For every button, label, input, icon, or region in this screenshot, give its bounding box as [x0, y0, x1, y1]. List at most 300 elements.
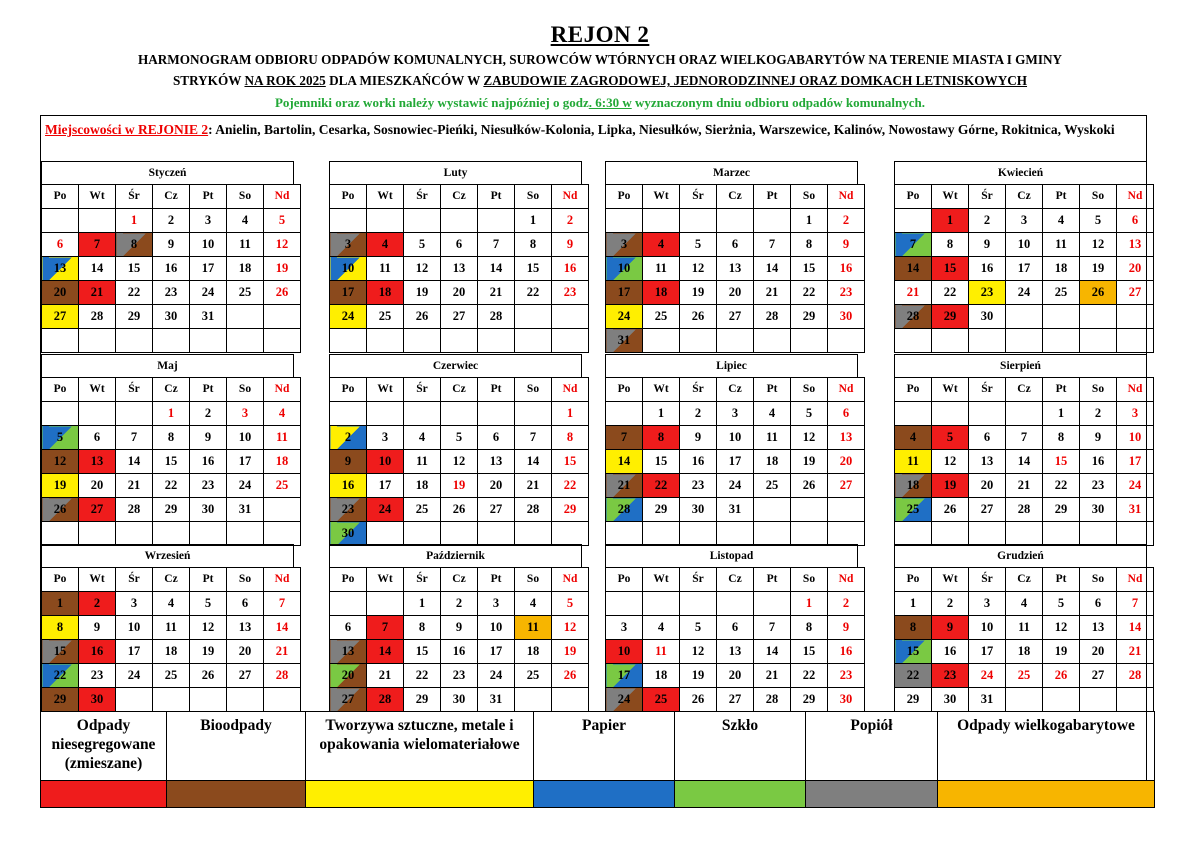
calendar-day: 21 — [367, 664, 404, 688]
weekday-header: Śr — [404, 185, 441, 209]
calendar-empty-cell — [1117, 329, 1154, 353]
calendar-day: 8 — [791, 616, 828, 640]
month-name: Lipiec — [605, 354, 858, 378]
calendar-day: 19 — [190, 640, 227, 664]
calendar-day: 31 — [227, 498, 264, 522]
calendar-day: 29 — [552, 498, 589, 522]
calendar-day: 20 — [1117, 257, 1154, 281]
calendar-day: 11 — [895, 450, 932, 474]
calendar-empty-cell — [828, 498, 865, 522]
calendar-day: 24 — [190, 281, 227, 305]
calendar-day: 7 — [515, 426, 552, 450]
weekday-header: So — [227, 378, 264, 402]
calendar-day: 9 — [552, 233, 589, 257]
calendar-day: 24 — [367, 498, 404, 522]
calendar-day: 7 — [754, 616, 791, 640]
calendar-day: 10 — [330, 257, 367, 281]
calendar-day: 18 — [153, 640, 190, 664]
calendar-day: 21 — [895, 281, 932, 305]
calendar-empty-cell — [828, 522, 865, 546]
calendar-day: 19 — [441, 474, 478, 498]
weekday-header: Wt — [643, 185, 680, 209]
calendar-day: 26 — [1080, 281, 1117, 305]
month-name: Sierpień — [894, 354, 1147, 378]
calendar-empty-cell — [190, 329, 227, 353]
weekday-header: Po — [606, 185, 643, 209]
calendar-day: 3 — [606, 233, 643, 257]
calendar-day: 23 — [79, 664, 116, 688]
calendar-day: 1 — [932, 209, 969, 233]
calendar-day: 13 — [79, 450, 116, 474]
calendar-day: 24 — [606, 688, 643, 712]
calendar-day: 20 — [717, 664, 754, 688]
weekday-header: Pt — [1043, 568, 1080, 592]
weekday-header: So — [1080, 378, 1117, 402]
calendar-empty-cell — [441, 329, 478, 353]
calendar-empty-cell — [1006, 329, 1043, 353]
calendar-day: 14 — [754, 257, 791, 281]
weekday-header: Wt — [79, 378, 116, 402]
calendar-day: 2 — [828, 592, 865, 616]
calendar-empty-cell — [643, 329, 680, 353]
calendar-day: 12 — [791, 426, 828, 450]
weekday-header: So — [791, 568, 828, 592]
calendar-day: 27 — [42, 305, 79, 329]
weekday-header: Śr — [404, 378, 441, 402]
calendar-day: 22 — [1043, 474, 1080, 498]
month-grid — [605, 377, 865, 546]
weekday-header: Nd — [264, 378, 301, 402]
weekday-header: Po — [606, 378, 643, 402]
calendar-day: 28 — [79, 305, 116, 329]
calendar-day: 10 — [190, 233, 227, 257]
calendar-day: 26 — [190, 664, 227, 688]
calendar-empty-cell — [1043, 522, 1080, 546]
weekday-header: Po — [895, 568, 932, 592]
calendar-empty-cell — [895, 329, 932, 353]
calendar-day: 1 — [42, 592, 79, 616]
calendar-day: 14 — [1117, 616, 1154, 640]
calendar-day: 1 — [895, 592, 932, 616]
calendar-day: 26 — [680, 688, 717, 712]
weekday-header: Po — [330, 185, 367, 209]
calendar-day: 7 — [1006, 426, 1043, 450]
weekday-header: Po — [42, 378, 79, 402]
calendar-day: 2 — [552, 209, 589, 233]
calendar-day: 10 — [606, 257, 643, 281]
calendar-day: 4 — [643, 616, 680, 640]
calendar-empty-cell — [42, 522, 79, 546]
weekday-header: Cz — [1006, 568, 1043, 592]
calendar-day: 8 — [515, 233, 552, 257]
weekday-header: Cz — [153, 568, 190, 592]
calendar-day: 20 — [1080, 640, 1117, 664]
weekday-header: Wt — [367, 378, 404, 402]
calendar-day: 24 — [717, 474, 754, 498]
calendar-day: 8 — [404, 616, 441, 640]
calendar-day: 30 — [828, 305, 865, 329]
calendar-empty-cell — [190, 522, 227, 546]
calendar-day: 22 — [791, 281, 828, 305]
calendar-day: 6 — [42, 233, 79, 257]
calendar-day: 1 — [116, 209, 153, 233]
calendar-day: 16 — [190, 450, 227, 474]
calendar-day: 15 — [404, 640, 441, 664]
legend-table — [40, 711, 1155, 808]
calendar-day: 14 — [116, 450, 153, 474]
calendar-day: 29 — [932, 305, 969, 329]
calendar-empty-cell — [969, 522, 1006, 546]
weekday-header: Śr — [680, 568, 717, 592]
calendar-day: 2 — [190, 402, 227, 426]
calendar-day: 17 — [1117, 450, 1154, 474]
calendar-day: 15 — [895, 640, 932, 664]
calendar-empty-cell — [606, 402, 643, 426]
legend-swatch — [534, 781, 675, 808]
calendar-day: 17 — [1006, 257, 1043, 281]
calendar-empty-cell — [754, 592, 791, 616]
calendar-day: 21 — [606, 474, 643, 498]
calendar-day: 28 — [478, 305, 515, 329]
weekday-header: So — [1080, 185, 1117, 209]
calendar-day: 5 — [680, 233, 717, 257]
weekday-header: Wt — [643, 568, 680, 592]
calendar-empty-cell — [116, 402, 153, 426]
calendar-day: 19 — [264, 257, 301, 281]
calendar-day: 31 — [190, 305, 227, 329]
calendar-empty-cell — [754, 522, 791, 546]
calendar-day: 5 — [932, 426, 969, 450]
calendar-day: 9 — [932, 616, 969, 640]
calendar-day: 16 — [1080, 450, 1117, 474]
calendar-day: 29 — [643, 498, 680, 522]
calendar-empty-cell — [643, 522, 680, 546]
subtitle-line-1: HARMONOGRAM ODBIORU ODPADÓW KOMUNALNYCH, SUROWCÓW WTÓRNYCH ORAZ WIELKOGABARYTÓW NA TERENIE MIASTA I GMINY — [137, 52, 1063, 67]
calendar-day: 26 — [1043, 664, 1080, 688]
calendar-day: 5 — [42, 426, 79, 450]
calendar-day: 1 — [404, 592, 441, 616]
calendar-day: 27 — [717, 305, 754, 329]
calendar-day: 21 — [1117, 640, 1154, 664]
calendar-day: 20 — [828, 450, 865, 474]
calendar-empty-cell — [367, 592, 404, 616]
calendar-empty-cell — [79, 209, 116, 233]
calendar-empty-cell — [680, 592, 717, 616]
calendar-day: 15 — [791, 640, 828, 664]
calendar-empty-cell — [330, 592, 367, 616]
calendar-day: 17 — [190, 257, 227, 281]
calendar-day: 17 — [478, 640, 515, 664]
weekday-header: Pt — [478, 185, 515, 209]
weekday-header: Pt — [754, 378, 791, 402]
calendar-day: 1 — [791, 209, 828, 233]
calendar-empty-cell — [116, 329, 153, 353]
calendar-day: 15 — [515, 257, 552, 281]
calendar-day: 6 — [969, 426, 1006, 450]
calendar-day: 14 — [478, 257, 515, 281]
calendar-empty-cell — [367, 402, 404, 426]
calendar-empty-cell — [754, 498, 791, 522]
calendar-day: 30 — [1080, 498, 1117, 522]
weekday-header: Po — [330, 378, 367, 402]
calendar-day: 13 — [1080, 616, 1117, 640]
legend-swatch — [938, 781, 1155, 808]
month-name: Grudzień — [894, 544, 1147, 568]
calendar-day: 13 — [717, 640, 754, 664]
calendar-day: 17 — [116, 640, 153, 664]
calendar-day: 19 — [404, 281, 441, 305]
legend-swatch — [167, 781, 306, 808]
calendar-day: 6 — [79, 426, 116, 450]
weekday-header: Śr — [116, 378, 153, 402]
calendar-day: 12 — [552, 616, 589, 640]
calendar-day: 6 — [1117, 209, 1154, 233]
calendar-day: 26 — [791, 474, 828, 498]
weekday-header: Po — [895, 378, 932, 402]
subtitle-part: STRYKÓW — [172, 73, 245, 88]
calendar-day: 7 — [606, 426, 643, 450]
calendar-day: 28 — [515, 498, 552, 522]
calendar-day: 28 — [367, 688, 404, 712]
calendar-empty-cell — [153, 522, 190, 546]
calendar-empty-cell — [227, 305, 264, 329]
calendar-day: 14 — [79, 257, 116, 281]
calendar-empty-cell — [895, 209, 932, 233]
calendar-day: 22 — [153, 474, 190, 498]
calendar-day: 8 — [116, 233, 153, 257]
calendar-empty-cell — [1006, 305, 1043, 329]
calendar-day: 16 — [153, 257, 190, 281]
calendar-day: 3 — [1117, 402, 1154, 426]
calendar-day: 18 — [643, 664, 680, 688]
calendar-day: 1 — [643, 402, 680, 426]
calendar-day: 29 — [895, 688, 932, 712]
calendar-empty-cell — [367, 522, 404, 546]
calendar-day: 25 — [515, 664, 552, 688]
calendar-day: 29 — [791, 688, 828, 712]
calendar-empty-cell — [367, 329, 404, 353]
calendar-day: 12 — [42, 450, 79, 474]
calendar-day: 1 — [153, 402, 190, 426]
month-name: Czerwiec — [329, 354, 582, 378]
calendar-day: 17 — [367, 474, 404, 498]
month-name: Listopad — [605, 544, 858, 568]
subtitle-line-2 — [0, 73, 1200, 89]
calendar-empty-cell — [478, 522, 515, 546]
weekday-header: Cz — [441, 568, 478, 592]
calendar-day: 7 — [79, 233, 116, 257]
calendar-day: 10 — [227, 426, 264, 450]
calendar-empty-cell — [515, 688, 552, 712]
calendar-empty-cell — [441, 402, 478, 426]
calendar-day: 27 — [1080, 664, 1117, 688]
calendar-day: 13 — [1117, 233, 1154, 257]
calendar-day: 21 — [79, 281, 116, 305]
calendar-day: 27 — [828, 474, 865, 498]
calendar-day: 3 — [717, 402, 754, 426]
calendar-day: 4 — [153, 592, 190, 616]
calendar-day: 9 — [828, 233, 865, 257]
calendar-day: 2 — [932, 592, 969, 616]
calendar-day: 21 — [264, 640, 301, 664]
weekday-header: So — [791, 185, 828, 209]
weekday-header: Pt — [190, 378, 227, 402]
calendar-day: 19 — [791, 450, 828, 474]
calendar-day: 7 — [264, 592, 301, 616]
calendar-empty-cell — [1006, 402, 1043, 426]
calendar-day: 24 — [606, 305, 643, 329]
calendar-day: 23 — [441, 664, 478, 688]
calendar-day: 19 — [1043, 640, 1080, 664]
calendar-empty-cell — [791, 329, 828, 353]
calendar-day: 16 — [828, 257, 865, 281]
calendar-day: 16 — [828, 640, 865, 664]
calendar-day: 22 — [895, 664, 932, 688]
calendar-day: 28 — [1006, 498, 1043, 522]
calendar-day: 11 — [1043, 233, 1080, 257]
calendar-day: 4 — [895, 426, 932, 450]
calendar-day: 2 — [969, 209, 1006, 233]
calendar-day: 18 — [264, 450, 301, 474]
month-name: Kwiecień — [894, 161, 1147, 185]
calendar-empty-cell — [441, 522, 478, 546]
calendar-day: 27 — [969, 498, 1006, 522]
calendar-day: 26 — [404, 305, 441, 329]
calendar-day: 27 — [478, 498, 515, 522]
calendar-day: 7 — [895, 233, 932, 257]
calendar-day: 11 — [227, 233, 264, 257]
calendar-empty-cell — [717, 209, 754, 233]
weekday-header: Cz — [441, 378, 478, 402]
calendar-day: 27 — [441, 305, 478, 329]
calendar-day: 31 — [478, 688, 515, 712]
calendar-day: 23 — [330, 498, 367, 522]
calendar-empty-cell — [441, 209, 478, 233]
calendar-day: 25 — [367, 305, 404, 329]
calendar-day: 12 — [264, 233, 301, 257]
calendar-day: 3 — [969, 592, 1006, 616]
calendar-day: 4 — [404, 426, 441, 450]
weekday-header: So — [227, 568, 264, 592]
calendar-day: 3 — [367, 426, 404, 450]
calendar-day: 3 — [1006, 209, 1043, 233]
weekday-header: Wt — [79, 568, 116, 592]
weekday-header: Nd — [264, 568, 301, 592]
calendar-empty-cell — [1006, 688, 1043, 712]
calendar-empty-cell — [515, 402, 552, 426]
calendar-day: 12 — [190, 616, 227, 640]
weekday-header: Po — [895, 185, 932, 209]
calendar-day: 5 — [791, 402, 828, 426]
calendar-day: 6 — [441, 233, 478, 257]
weekday-header: Po — [42, 185, 79, 209]
calendar-empty-cell — [552, 522, 589, 546]
calendar-day: 16 — [330, 474, 367, 498]
weekday-header: Cz — [1006, 185, 1043, 209]
calendar-day: 2 — [828, 209, 865, 233]
weekday-header: Wt — [932, 378, 969, 402]
calendar-empty-cell — [1117, 688, 1154, 712]
calendar-empty-cell — [367, 209, 404, 233]
calendar-empty-cell — [264, 329, 301, 353]
calendar-empty-cell — [42, 329, 79, 353]
calendar-day: 14 — [754, 640, 791, 664]
calendar-empty-cell — [1006, 522, 1043, 546]
legend-label: Popiół — [806, 712, 938, 781]
calendar-day: 5 — [404, 233, 441, 257]
calendar-day: 14 — [1006, 450, 1043, 474]
calendar-day: 21 — [754, 664, 791, 688]
calendar-day: 2 — [1080, 402, 1117, 426]
calendar-day: 1 — [515, 209, 552, 233]
calendar-day: 11 — [643, 640, 680, 664]
calendar-day: 25 — [227, 281, 264, 305]
calendar-day: 16 — [932, 640, 969, 664]
calendar-day: 4 — [1043, 209, 1080, 233]
weekday-header: Pt — [478, 378, 515, 402]
calendar-day: 29 — [116, 305, 153, 329]
notice-time: . 6:30 w — [588, 95, 632, 110]
calendar-empty-cell — [190, 688, 227, 712]
calendar-day: 21 — [1006, 474, 1043, 498]
calendar-day: 20 — [717, 281, 754, 305]
calendar-day: 5 — [1080, 209, 1117, 233]
calendar-day: 5 — [264, 209, 301, 233]
subtitle-year: NA ROK 2025 — [244, 73, 326, 88]
calendar-day: 13 — [227, 616, 264, 640]
calendar-empty-cell — [606, 209, 643, 233]
calendar-day: 19 — [552, 640, 589, 664]
calendar-day: 1 — [1043, 402, 1080, 426]
calendar-day: 22 — [552, 474, 589, 498]
calendar-day: 24 — [227, 474, 264, 498]
calendar-empty-cell — [478, 209, 515, 233]
calendar-day: 18 — [754, 450, 791, 474]
weekday-header: Nd — [552, 185, 589, 209]
calendar-day: 30 — [441, 688, 478, 712]
calendar-day: 30 — [932, 688, 969, 712]
calendar-day: 7 — [367, 616, 404, 640]
weekday-header: Śr — [116, 185, 153, 209]
weekday-header: Pt — [754, 568, 791, 592]
calendar-day: 18 — [404, 474, 441, 498]
weekday-header: Cz — [441, 185, 478, 209]
calendar-empty-cell — [404, 522, 441, 546]
calendar-empty-cell — [552, 329, 589, 353]
calendar-empty-cell — [515, 329, 552, 353]
month-grid — [329, 567, 589, 712]
calendar-day: 28 — [264, 664, 301, 688]
calendar-day: 17 — [227, 450, 264, 474]
calendar-day: 3 — [227, 402, 264, 426]
calendar-day: 12 — [932, 450, 969, 474]
calendar-day: 7 — [1117, 592, 1154, 616]
calendar-day: 3 — [606, 616, 643, 640]
calendar-day: 21 — [515, 474, 552, 498]
calendar-day: 8 — [153, 426, 190, 450]
calendar-day: 17 — [606, 281, 643, 305]
calendar-day: 26 — [932, 498, 969, 522]
calendar-day: 20 — [441, 281, 478, 305]
calendar-day: 25 — [264, 474, 301, 498]
calendar-day: 11 — [153, 616, 190, 640]
calendar-day: 6 — [478, 426, 515, 450]
calendar-day: 1 — [552, 402, 589, 426]
notice-part: Pojemniki oraz worki należy wystawić najpóźniej o godz — [274, 95, 589, 110]
calendar-empty-cell — [116, 688, 153, 712]
calendar-day: 22 — [404, 664, 441, 688]
calendar-empty-cell — [478, 329, 515, 353]
